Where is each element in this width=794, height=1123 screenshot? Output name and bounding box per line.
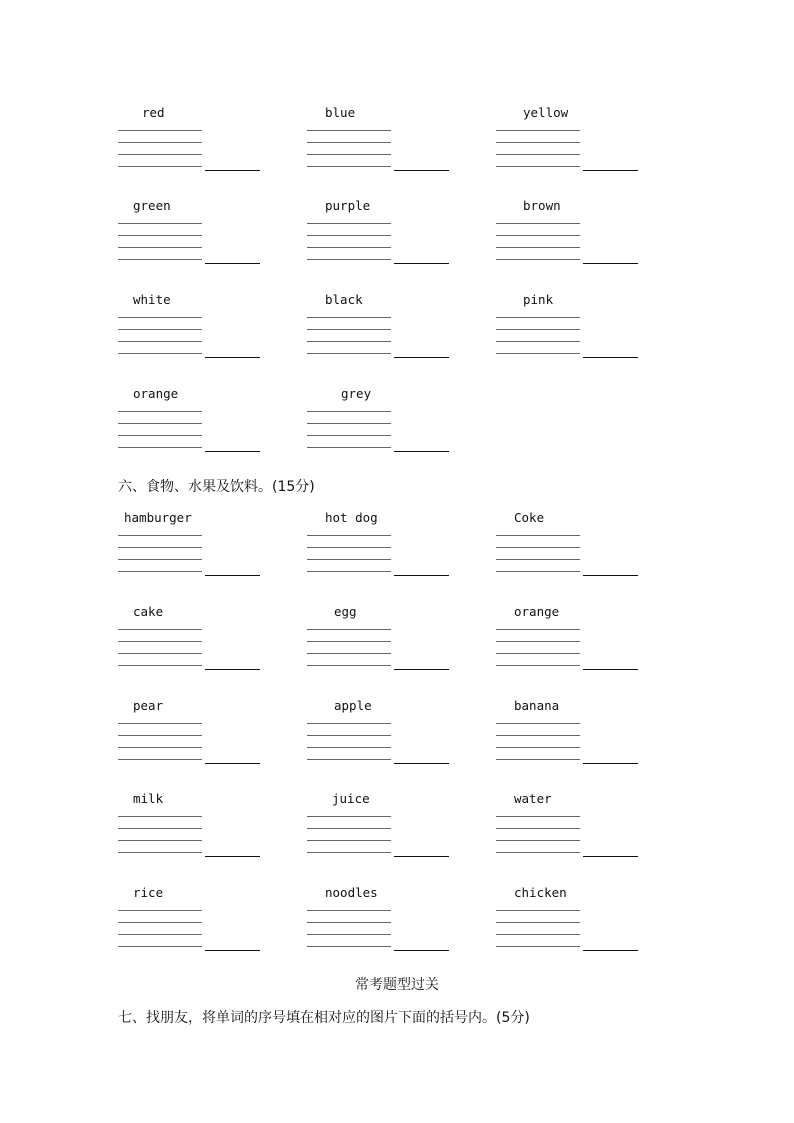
handwriting-lines[interactable] [118,629,202,666]
word-cell [307,791,507,875]
word-label: blue [325,105,356,120]
handwriting-lines[interactable] [496,723,580,760]
word-cell [496,604,696,688]
word-label: purple [325,198,371,213]
answer-blank[interactable] [205,170,260,171]
word-cell [118,105,318,189]
word-label: milk [133,791,164,806]
word-cell [496,105,696,189]
word-cell [307,386,507,470]
word-cell [118,698,318,782]
answer-blank[interactable] [394,263,449,264]
word-label: grey [341,386,372,401]
word-cell [307,885,507,969]
answer-blank[interactable] [205,451,260,452]
word-cell [118,791,318,875]
answer-blank[interactable] [583,856,638,857]
word-label: Coke [514,510,545,525]
word-label: hamburger [124,510,192,525]
answer-blank[interactable] [583,669,638,670]
word-cell [307,198,507,282]
handwriting-lines[interactable] [307,130,391,167]
answer-blank[interactable] [394,763,449,764]
practice-subtitle: 常考题型过关 [355,977,439,993]
word-label: red [142,105,165,120]
handwriting-lines[interactable] [496,317,580,354]
handwriting-lines[interactable] [307,223,391,260]
answer-blank[interactable] [583,170,638,171]
answer-blank[interactable] [394,451,449,452]
word-label: pear [133,698,164,713]
answer-blank[interactable] [583,575,638,576]
handwriting-lines[interactable] [118,411,202,448]
handwriting-lines[interactable] [118,816,202,853]
answer-blank[interactable] [205,763,260,764]
handwriting-lines[interactable] [307,317,391,354]
handwriting-lines[interactable] [118,317,202,354]
word-cell [118,885,318,969]
answer-blank[interactable] [394,357,449,358]
answer-blank[interactable] [394,170,449,171]
word-label: cake [133,604,164,619]
word-cell [307,698,507,782]
handwriting-lines[interactable] [307,910,391,947]
word-cell [118,510,318,594]
word-label: orange [514,604,560,619]
word-cell [496,791,696,875]
answer-blank[interactable] [205,357,260,358]
word-label: apple [334,698,372,713]
answer-blank[interactable] [394,669,449,670]
answer-blank[interactable] [205,575,260,576]
word-label: hot dog [325,510,378,525]
answer-blank[interactable] [205,856,260,857]
word-label: black [325,292,363,307]
handwriting-lines[interactable] [307,535,391,572]
word-cell [118,386,318,470]
word-cell [496,698,696,782]
handwriting-lines[interactable] [496,816,580,853]
word-label: yellow [523,105,569,120]
handwriting-lines[interactable] [118,130,202,167]
section-6-heading: 六、食物、水果及饮料。(15分) [118,479,315,495]
handwriting-lines[interactable] [118,723,202,760]
word-cell [496,292,696,376]
word-cell [118,604,318,688]
answer-blank[interactable] [583,357,638,358]
word-label: orange [133,386,179,401]
handwriting-lines[interactable] [307,411,391,448]
handwriting-lines[interactable] [307,629,391,666]
word-cell [307,292,507,376]
word-label: pink [523,292,554,307]
word-label: white [133,292,171,307]
answer-blank[interactable] [583,950,638,951]
word-cell [118,292,318,376]
word-label: egg [334,604,357,619]
word-label: juice [332,791,370,806]
word-label: rice [133,885,164,900]
answer-blank[interactable] [205,669,260,670]
handwriting-lines[interactable] [307,723,391,760]
word-label: chicken [514,885,567,900]
word-cell [496,510,696,594]
answer-blank[interactable] [205,950,260,951]
handwriting-lines[interactable] [496,130,580,167]
word-label: green [133,198,171,213]
answer-blank[interactable] [394,575,449,576]
handwriting-lines[interactable] [118,910,202,947]
word-label: banana [514,698,560,713]
handwriting-lines[interactable] [496,223,580,260]
word-cell [118,198,318,282]
answer-blank[interactable] [394,856,449,857]
word-label: water [514,791,552,806]
answer-blank[interactable] [583,763,638,764]
word-cell [307,105,507,189]
answer-blank[interactable] [583,263,638,264]
answer-blank[interactable] [205,263,260,264]
handwriting-lines[interactable] [496,535,580,572]
word-label: brown [523,198,561,213]
handwriting-lines[interactable] [307,816,391,853]
section-7-heading: 七、找朋友，将单词的序号填在相对应的图片下面的括号内。(5分) [118,1010,530,1026]
word-cell [307,604,507,688]
handwriting-lines[interactable] [496,910,580,947]
handwriting-lines[interactable] [118,223,202,260]
handwriting-lines[interactable] [118,535,202,572]
word-cell [496,198,696,282]
answer-blank[interactable] [394,950,449,951]
word-label: noodles [325,885,378,900]
word-cell [307,510,507,594]
word-cell [496,885,696,969]
handwriting-lines[interactable] [496,629,580,666]
